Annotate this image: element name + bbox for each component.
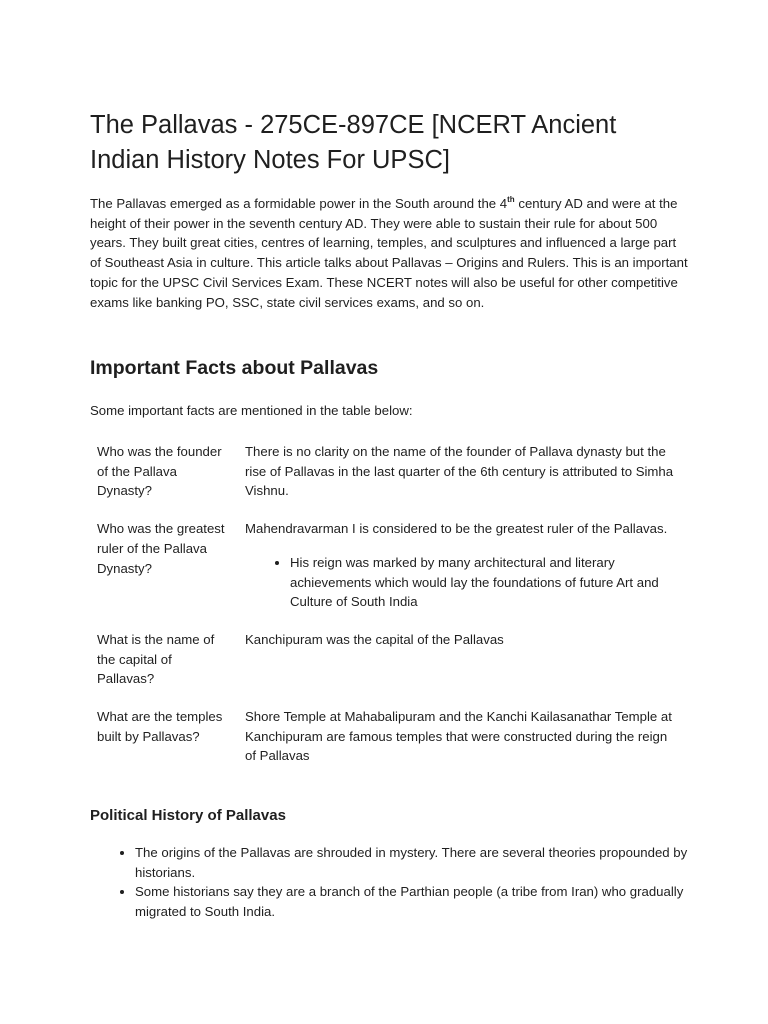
fact-question: Who was the founder of the Pallava Dynasty? bbox=[97, 444, 222, 499]
intro-text-start: The Pallavas emerged as a formidable power in the South around the 4 bbox=[90, 196, 508, 211]
intro-paragraph bbox=[90, 194, 690, 312]
fact-question: What are the temples built by Pallavas? bbox=[97, 709, 223, 744]
facts-lead-text: Some important facts are mentioned in the table below: bbox=[90, 403, 413, 418]
page-title: The Pallavas - 275CE-897CE [NCERT Ancient Indian History Notes For UPSC] bbox=[90, 111, 617, 174]
fact-answer-text: Kanchipuram was the capital of the Pallavas bbox=[245, 631, 504, 647]
table-row bbox=[90, 433, 680, 510]
facts-heading: Important Facts about Pallavas bbox=[90, 357, 379, 379]
fact-answer bbox=[238, 433, 680, 510]
fact-answer-text: There is no clarity on the name of the founder of Pallava dynasty but the rise of Pallavas in the last quarter of the 6th century is attributed to Simha Vishnu. bbox=[245, 444, 674, 499]
ordinal-suffix: th bbox=[507, 195, 515, 204]
fact-answer bbox=[238, 510, 680, 621]
fact-answer-text: Mahendravarman I is considered to be the greatest ruler of the Pallavas. bbox=[245, 521, 668, 537]
fact-bullet-list bbox=[245, 553, 674, 612]
fact-answer-text: Shore Temple at Mahabalipuram and the Kanchi Kailasanathar Temple at Kanchipuram are famous temples that were constructed during the reign of Pallavas bbox=[245, 709, 672, 764]
intro-text-rest: century AD and were at the height of their power in the seventh century AD. They were able to sustain their rule for about 500 years. They built great cities, centres of learning, temples, and sculptures and influenced a large part of Southeast Asia in culture. This article talks about Pallavas – Origins and Rulers. This is an important topic for the UPSC Civil Services Exam. These NCERT notes will also be useful for other competitive exams like banking PO, SSC, state civil services exams, and so on. bbox=[90, 196, 688, 310]
table-row bbox=[90, 510, 680, 621]
table-row bbox=[90, 698, 680, 775]
list-item: • Some historians say they are a branch of the Parthian people (a tribe from Iran) who gradually migrated to South India. bbox=[135, 882, 705, 921]
history-heading: Political History of Pallavas bbox=[90, 807, 286, 824]
fact-question: What is the name of the capital of Pallavas? bbox=[97, 631, 215, 687]
facts-table bbox=[90, 433, 680, 775]
list-item: • The origins of the Pallavas are shrouded in mystery. There are several theories propounded by historians. bbox=[135, 843, 705, 882]
fact-bullet: • His reign was marked by many architectural and literary achievements which would lay the foundations of future Art and Culture of South India bbox=[290, 553, 674, 612]
fact-answer bbox=[238, 698, 680, 775]
fact-answer bbox=[238, 621, 680, 698]
history-list bbox=[90, 843, 705, 922]
fact-question: Who was the greatest ruler of the Pallava Dynasty? bbox=[97, 521, 225, 576]
table-row bbox=[90, 621, 680, 698]
